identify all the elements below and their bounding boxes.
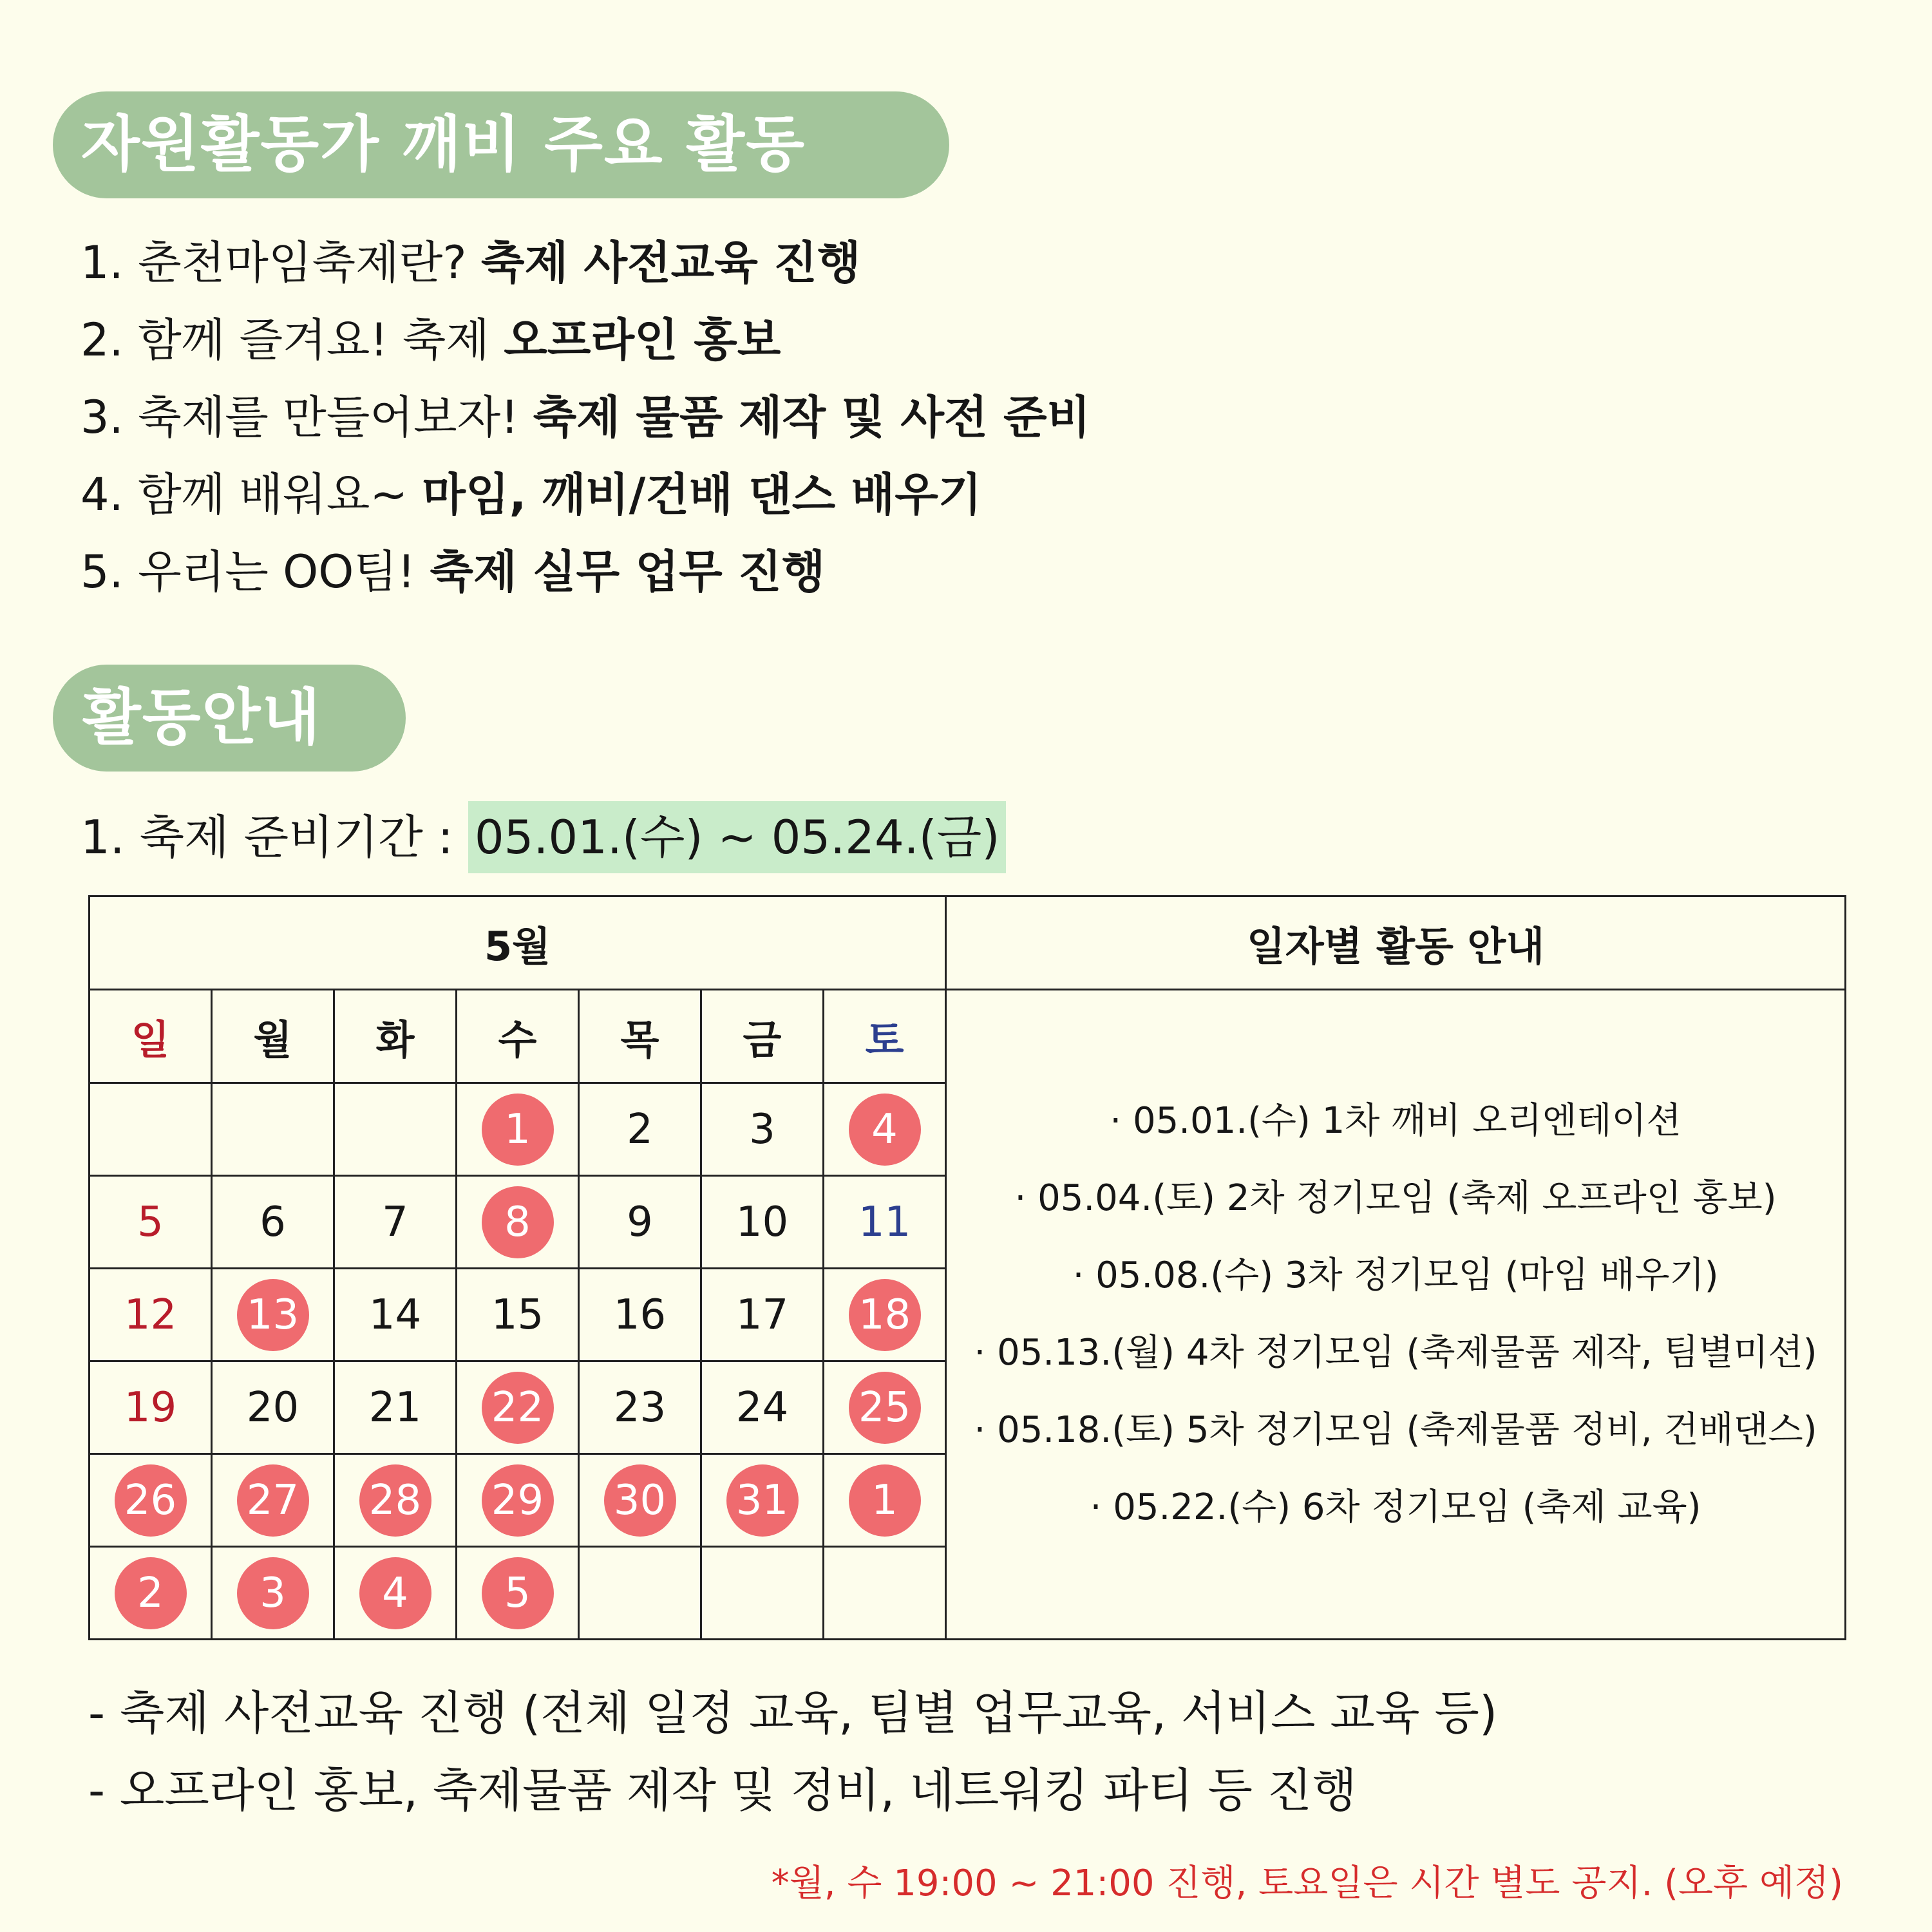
schedule-item: · 05.08.(수) 3차 정기모임 (마임 배우기) [1072,1255,1719,1296]
calendar-day-cell [824,1454,946,1547]
note-line: - 축제 사전교육 진행 (전체 일정 교육, 팀별 업무교육, 서비스 교육 등) [88,1686,1498,1740]
calendar-day-cell [90,1083,212,1176]
highlighted-date: 29 [482,1464,554,1537]
calendar-date: 17 [735,1291,789,1339]
calendar-date: 7 [382,1198,408,1246]
calendar-day-cell [212,1176,334,1269]
highlighted-date: 2 [115,1557,187,1629]
calendar-day-cell [701,1454,824,1547]
calendar-day-cell [334,1361,457,1454]
schedule-item: · 05.01.(수) 1차 깨비 오리엔테이션 [1110,1100,1681,1142]
calendar-day-cell [90,1361,212,1454]
schedule-item: · 05.04.(토) 2차 정기모임 (축제 오프라인 홍보) [1014,1177,1777,1219]
calendar-day-cell [457,1269,579,1361]
calendar-date: 15 [491,1291,544,1339]
highlighted-date: 18 [849,1279,921,1351]
calendar-date: 24 [735,1383,789,1432]
calendar-day-cell [701,1547,824,1640]
calendar-date: 20 [246,1383,299,1432]
list-item: 1. 춘천마임축제란? 축제 사전교육 진행 [80,236,861,289]
list-item: 4. 함께 배워요~ 마임, 깨비/건배 댄스 배우기 [80,468,982,521]
calendar-date: 23 [613,1383,667,1432]
calendar-day-cell [212,1269,334,1361]
highlighted-date: 27 [237,1464,309,1537]
calendar-day-cell [701,1083,824,1176]
footnote: *월, 수 19:00 ~ 21:00 진행, 토요일은 시간 별도 공지. (오후 예정) [771,1862,1843,1904]
calendar-date: 11 [858,1198,911,1246]
highlighted-date: 4 [849,1094,921,1166]
calendar-day-cell [90,1269,212,1361]
month-header: 5월 [90,896,946,990]
highlighted-date: 25 [849,1372,921,1444]
schedule-item: · 05.22.(수) 6차 정기모임 (축제 교육) [1090,1486,1701,1528]
list-item: 2. 함께 즐겨요! 축제 오프라인 홍보 [80,314,781,366]
calendar-day-cell [824,1083,946,1176]
calendar-day-cell [457,1083,579,1176]
calendar-day-cell [334,1176,457,1269]
calendar-day-cell [457,1454,579,1547]
weekday-header: 목 [579,990,701,1083]
calendar-day-cell [90,1454,212,1547]
highlighted-date: 22 [482,1372,554,1444]
activity-list [80,224,1090,611]
section-title-activity-guide [53,665,406,772]
highlighted-date: 28 [359,1464,431,1537]
calendar-day-cell [579,1547,701,1640]
highlighted-date: 13 [237,1279,309,1351]
calendar-day-cell [824,1547,946,1640]
highlighted-date: 8 [482,1186,554,1258]
weekday-header: 토 [824,990,946,1083]
calendar-day-cell [701,1176,824,1269]
calendar-day-cell [701,1361,824,1454]
highlighted-date: 26 [115,1464,187,1537]
highlighted-date: 1 [849,1464,921,1537]
calendar-day-cell [212,1454,334,1547]
highlighted-date: 3 [237,1557,309,1629]
section-title-main-activities [53,91,949,198]
calendar-date: 2 [627,1105,653,1153]
prep-period-label: 1. 축제 준비기간 : [80,810,453,864]
calendar-day-cell [824,1269,946,1361]
highlighted-date: 31 [726,1464,799,1537]
prep-period [80,799,1006,876]
highlighted-date: 1 [482,1094,554,1166]
calendar-day-cell [334,1454,457,1547]
weekday-header: 수 [457,990,579,1083]
calendar-day-cell [334,1547,457,1640]
calendar-day-cell [579,1361,701,1454]
calendar-date: 12 [124,1291,177,1339]
calendar-day-cell [579,1269,701,1361]
schedule-header: 일자별 활동 안내 [946,896,1846,990]
list-item: 3. 축제를 만들어보자! 축제 물품 제작 및 사전 준비 [80,391,1091,444]
calendar-day-cell [457,1176,579,1269]
calendar-date: 16 [613,1291,667,1339]
calendar-day-cell [579,1083,701,1176]
calendar-day-cell [701,1269,824,1361]
notes [88,1674,1497,1829]
calendar-date: 3 [749,1105,775,1153]
note-line: - 오프라인 홍보, 축제물품 제작 및 정비, 네트워킹 파티 등 진행 [88,1763,1357,1817]
schedule-item: · 05.18.(토) 5차 정기모임 (축제물품 정비, 건배댄스) [974,1409,1817,1451]
calendar-day-cell [212,1083,334,1176]
section-title-text: 자원활동가 깨비 주요 활동 [81,109,806,180]
weekday-header: 화 [334,990,457,1083]
calendar-day-cell [824,1361,946,1454]
highlighted-date: 5 [482,1557,554,1629]
weekday-header: 일 [90,990,212,1083]
calendar-day-cell [824,1176,946,1269]
calendar-table [88,895,1846,1640]
calendar-day-cell [90,1547,212,1640]
highlighted-date: 4 [359,1557,431,1629]
calendar-date: 6 [260,1198,286,1246]
calendar-date: 10 [735,1198,789,1246]
calendar-date: 9 [627,1198,653,1246]
calendar-day-cell [334,1269,457,1361]
calendar-date: 14 [368,1291,422,1339]
calendar-day-cell [334,1083,457,1176]
calendar-day-cell [457,1361,579,1454]
calendar-day-cell [579,1176,701,1269]
weekday-header: 월 [212,990,334,1083]
calendar-day-cell [579,1454,701,1547]
schedule-list [946,990,1846,1640]
calendar-date: 21 [368,1383,422,1432]
section-title-text: 활동안내 [82,683,322,753]
calendar-day-cell [90,1176,212,1269]
calendar-date: 19 [124,1383,177,1432]
schedule-item: · 05.13.(월) 4차 정기모임 (축제물품 제작, 팀별미션) [974,1332,1817,1374]
prep-period-value: 05.01.(수) ~ 05.24.(금) [468,801,1007,873]
calendar-day-cell [212,1547,334,1640]
list-item: 5. 우리는 OO팀! 축제 실무 업무 진행 [80,545,826,598]
calendar-day-cell [457,1547,579,1640]
highlighted-date: 30 [604,1464,676,1537]
weekday-header: 금 [701,990,824,1083]
calendar-date: 5 [137,1198,164,1246]
calendar-day-cell [212,1361,334,1454]
